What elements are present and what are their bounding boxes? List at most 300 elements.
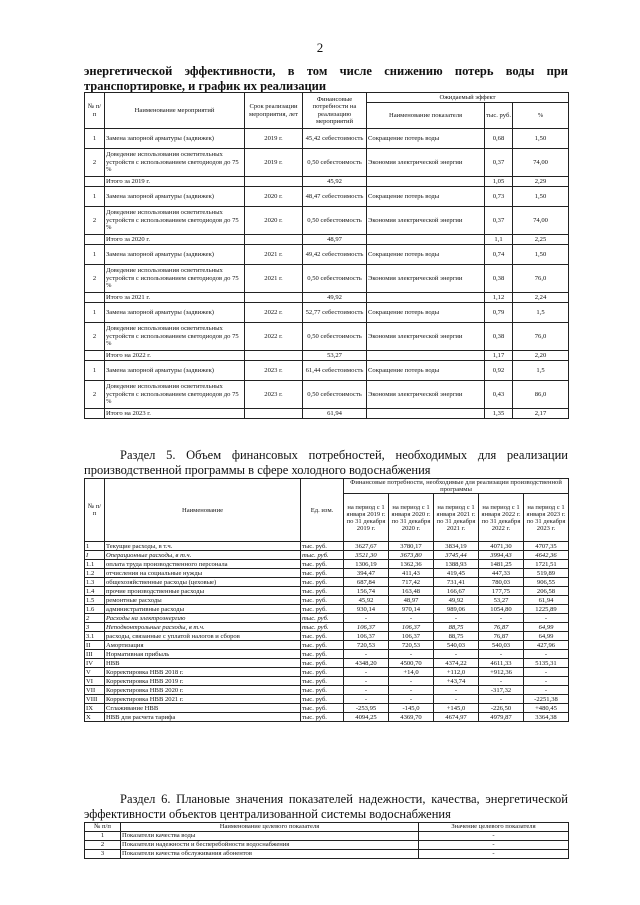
measures-table (84, 92, 569, 419)
table-cell: тыс. руб. (301, 542, 344, 551)
header-num: № п/п (85, 823, 121, 832)
table-cell: Показатели надежности и бесперебойности водоснабжения (121, 841, 419, 850)
table-cell: тыс. руб. (301, 605, 344, 614)
table-cell: 447,33 (479, 569, 524, 578)
table-cell: Итого на 2023 г. (105, 409, 245, 419)
table-cell: Доведение использования осветительных устройств с использованием светодиодов до 75 % (105, 149, 245, 177)
table-cell: - (344, 614, 389, 623)
table-cell: - (524, 677, 569, 686)
table-row (85, 560, 569, 569)
total-row (85, 351, 569, 361)
table-cell: 48,97 (389, 596, 434, 605)
table-cell: 2020 г. (245, 187, 303, 207)
table-cell: Доведение использования осветительных устройств с использованием светодиодов до 75 % (105, 207, 245, 235)
table-cell: прочие производственные расходы (105, 587, 301, 596)
table-cell: - (389, 695, 434, 704)
table-cell (245, 409, 303, 419)
header-group: Финансовые потребности, необходимые для реализации производственной программы (344, 479, 569, 494)
table-cell: - (389, 686, 434, 695)
table-cell: 0,79 (485, 303, 513, 323)
table-cell: 1054,80 (479, 605, 524, 614)
table-cell: - (434, 614, 479, 623)
table-cell: Замена запорной арматуры (задвижек) (105, 129, 245, 149)
table-cell: Корректировка НВВ 2018 г. (105, 668, 301, 677)
table-cell: Итого за 2019 г. (105, 177, 245, 187)
table-cell: Итого за 2020 г. (105, 235, 245, 245)
table-cell (85, 409, 105, 419)
table-cell: 1 (85, 187, 105, 207)
table-cell (245, 177, 303, 187)
table-cell: 717,42 (389, 578, 434, 587)
table-cell: - (419, 850, 569, 859)
table-row (85, 832, 569, 841)
table-cell: 0,43 (485, 381, 513, 409)
table-cell (85, 293, 105, 303)
table-cell: - (389, 677, 434, 686)
table-row (85, 677, 569, 686)
section-5-line-2: производственной программы в сфере холодного водоснабжения (84, 463, 431, 477)
table-cell: 5135,31 (524, 659, 569, 668)
table-cell (85, 235, 105, 245)
table-cell: Замена запорной арматуры (задвижек) (105, 245, 245, 265)
table-cell: 45,92 (303, 177, 367, 187)
table-cell: 3994,43 (479, 551, 524, 560)
table-cell: 4094,25 (344, 713, 389, 722)
table-cell: тыс. руб. (301, 560, 344, 569)
table-cell: 1 (85, 542, 105, 551)
table-cell: 49,92 (434, 596, 479, 605)
table-cell: 1 (85, 361, 105, 381)
header-indicator: Наименование показателя (367, 103, 485, 129)
table-cell: 970,14 (389, 605, 434, 614)
table-cell: 731,41 (434, 578, 479, 587)
table-cell: 687,84 (344, 578, 389, 587)
table-cell: Сглаживание НВВ (105, 704, 301, 713)
header-period: на период с 1 января 2020 г. по 31 декабря 2020 г. (389, 494, 434, 542)
table-cell: 4374,22 (434, 659, 479, 668)
table-cell: 720,53 (344, 641, 389, 650)
table-cell: Итого на 2022 г. (105, 351, 245, 361)
header-period: на период с 1 января 2021 г. по 31 декабря 2021 г. (434, 494, 479, 542)
table-cell (85, 177, 105, 187)
table-cell: 3364,38 (524, 713, 569, 722)
table-cell: Неподконтрольные расходы, в т.ч. (105, 623, 301, 632)
table-cell: 88,75 (434, 623, 479, 632)
table-row (85, 605, 569, 614)
table-cell: 74,00 (513, 207, 569, 235)
table-row (85, 596, 569, 605)
header-term: Срок реализации мероприятия, лет (245, 93, 303, 129)
table-cell: - (344, 668, 389, 677)
table-cell: 720,53 (389, 641, 434, 650)
table-cell: -317,32 (479, 686, 524, 695)
table-cell: тыс. руб. (301, 569, 344, 578)
table-cell: - (524, 686, 569, 695)
table-cell: - (479, 695, 524, 704)
table-row (85, 578, 569, 587)
table-cell: Показатели качества обслуживания абонентов (121, 850, 419, 859)
table-cell: НВВ (105, 659, 301, 668)
table-row (85, 668, 569, 677)
table-cell: 3780,17 (389, 542, 434, 551)
table-cell: 1.4 (85, 587, 105, 596)
table-cell: +480,45 (524, 704, 569, 713)
table-cell: 1362,36 (389, 560, 434, 569)
table-row (85, 129, 569, 149)
table-cell: 2023 г. (245, 381, 303, 409)
table-cell: тыс. руб. (301, 587, 344, 596)
table-cell: 61,94 (303, 409, 367, 419)
table-cell: IX (85, 704, 105, 713)
table-cell: Сокращение потерь воды (367, 361, 485, 381)
table-cell: 1.1 (85, 560, 105, 569)
table-cell: 49,42 себестоимость (303, 245, 367, 265)
table-cell: 76,0 (513, 323, 569, 351)
table-cell: Операционные расходы, в т.ч. (105, 551, 301, 560)
table-cell: - (524, 614, 569, 623)
table-cell: тыс. руб. (301, 596, 344, 605)
table-cell: 4071,30 (479, 542, 524, 551)
table-cell (367, 351, 485, 361)
table-cell: тыс. руб. (301, 659, 344, 668)
table-cell: Замена запорной арматуры (задвижек) (105, 303, 245, 323)
table-cell: 74,00 (513, 149, 569, 177)
table-cell: 1,50 (513, 187, 569, 207)
table-cell: 86,0 (513, 381, 569, 409)
table-cell: Расходы на электроэнергию (105, 614, 301, 623)
table-cell: - (389, 650, 434, 659)
table-row (85, 551, 569, 560)
table-cell: -226,50 (479, 704, 524, 713)
table-cell: НВВ для расчета тарифа (105, 713, 301, 722)
table-cell: 4369,70 (389, 713, 434, 722)
table-row (85, 361, 569, 381)
header-effect: Ожидаемый эффект (367, 93, 569, 103)
table-cell: Нормативная прибыль (105, 650, 301, 659)
table-cell: 1,1 (485, 235, 513, 245)
table-cell: 4611,33 (479, 659, 524, 668)
table-cell: 0,50 себестоимость (303, 207, 367, 235)
table-cell (367, 293, 485, 303)
table-cell: - (389, 614, 434, 623)
table-cell: 0,50 себестоимость (303, 149, 367, 177)
table-cell: 2 (85, 265, 105, 293)
table-cell: +145,0 (434, 704, 479, 713)
table-cell: тыс. руб. (301, 650, 344, 659)
table-cell: 2,20 (513, 351, 569, 361)
table-cell: 2 (85, 614, 105, 623)
table-cell: 540,03 (434, 641, 479, 650)
header-name: Наименование целевого показателя (121, 823, 419, 832)
table-cell: Итого за 2021 г. (105, 293, 245, 303)
table-cell: - (434, 650, 479, 659)
table-cell: 1,5 (513, 361, 569, 381)
table-cell: 61,44 себестоимость (303, 361, 367, 381)
table-cell: -2251,38 (524, 695, 569, 704)
table-cell: 1 (85, 129, 105, 149)
table-cell: тыс. руб. (301, 632, 344, 641)
table-row (85, 659, 569, 668)
table-cell: 1.5 (85, 596, 105, 605)
table-row (85, 542, 569, 551)
table-cell: 2,25 (513, 235, 569, 245)
table-cell (245, 351, 303, 361)
table-cell (245, 235, 303, 245)
table-cell: 3745,44 (434, 551, 479, 560)
table-cell: 2019 г. (245, 149, 303, 177)
table-cell: 88,75 (434, 632, 479, 641)
table-cell: 64,99 (524, 632, 569, 641)
table-cell: 0,50 себестоимость (303, 381, 367, 409)
table-cell: 2022 г. (245, 303, 303, 323)
table-row (85, 632, 569, 641)
table-cell: Сокращение потерь воды (367, 245, 485, 265)
table-cell: 1,50 (513, 245, 569, 265)
table-cell: 1388,93 (434, 560, 479, 569)
total-row (85, 293, 569, 303)
table-cell: 3627,67 (344, 542, 389, 551)
table-row (85, 265, 569, 293)
table-row (85, 623, 569, 632)
table-cell: +112,0 (434, 668, 479, 677)
table-cell: Экономия электрической энергии (367, 149, 485, 177)
total-row (85, 177, 569, 187)
table-cell: Амортизация (105, 641, 301, 650)
table-row (85, 686, 569, 695)
table-cell: 106,37 (389, 632, 434, 641)
table-cell: - (479, 650, 524, 659)
table-cell: 2019 г. (245, 129, 303, 149)
table-cell: 1.3 (85, 578, 105, 587)
table-cell: тыс. руб. (301, 677, 344, 686)
table-cell: ремонтные расходы (105, 596, 301, 605)
table-cell: - (524, 650, 569, 659)
table-cell: Сокращение потерь воды (367, 129, 485, 149)
table-cell: 49,92 (303, 293, 367, 303)
table-cell: Экономия электрической энергии (367, 265, 485, 293)
table-cell: 1 (85, 832, 121, 841)
section-5-heading (84, 448, 568, 478)
table-cell: 0,50 себестоимость (303, 265, 367, 293)
table-cell: расходы, связанные с уплатой налогов и сборов (105, 632, 301, 641)
table-cell: 3834,19 (434, 542, 479, 551)
table-cell: 2023 г. (245, 361, 303, 381)
table-cell: 53,27 (303, 351, 367, 361)
table-cell: 2 (85, 323, 105, 351)
table-cell: 3521,30 (344, 551, 389, 560)
table-row (85, 323, 569, 351)
table-row (85, 841, 569, 850)
table-cell: Корректировка НВВ 2020 г. (105, 686, 301, 695)
table-cell: - (479, 614, 524, 623)
table-cell: тыс. руб. (301, 713, 344, 722)
table-cell: 394,47 (344, 569, 389, 578)
table-cell: тыс. руб. (301, 623, 344, 632)
table-cell: 989,06 (434, 605, 479, 614)
table-cell: 163,48 (389, 587, 434, 596)
table-row (85, 614, 569, 623)
table-cell: 106,37 (389, 623, 434, 632)
table-cell: 0,74 (485, 245, 513, 265)
table-cell: - (434, 686, 479, 695)
table-cell: -253,95 (344, 704, 389, 713)
table-cell: Экономия электрической энергии (367, 381, 485, 409)
table-cell: 4674,97 (434, 713, 479, 722)
table-cell (367, 177, 485, 187)
table-cell: 45,92 (344, 596, 389, 605)
table-cell: тыс. руб. (301, 704, 344, 713)
table-cell: 1,5 (513, 303, 569, 323)
table-cell: 1,05 (485, 177, 513, 187)
table-cell: V (85, 668, 105, 677)
table-cell: Доведение использования осветительных устройств с использованием светодиодов до 75 % (105, 381, 245, 409)
total-row (85, 235, 569, 245)
header-finance: Финансовые потребности на реализацию мероприятий (303, 93, 367, 129)
table-cell: 48,97 (303, 235, 367, 245)
table-cell: - (344, 695, 389, 704)
section-5-line-1: Раздел 5. Объем финансовых потребностей, необходимых для реализации (120, 448, 568, 462)
table-cell: 411,43 (389, 569, 434, 578)
table-cell: 540,03 (479, 641, 524, 650)
table-cell: 2021 г. (245, 245, 303, 265)
table-cell: - (479, 677, 524, 686)
table-cell: 1,50 (513, 129, 569, 149)
table-cell: 1,35 (485, 409, 513, 419)
table-row (85, 704, 569, 713)
table-cell: 64,99 (524, 623, 569, 632)
table-cell: +14,0 (389, 668, 434, 677)
table-cell: Текущие расходы, в т.ч. (105, 542, 301, 551)
table-cell: 3.1 (85, 632, 105, 641)
table-cell: 156,74 (344, 587, 389, 596)
table-cell: 2,17 (513, 409, 569, 419)
table-cell: X (85, 713, 105, 722)
header-unit: тыс. руб. (485, 103, 513, 129)
header-period: на период с 1 января 2019 г. по 31 декабря 2019 г. (344, 494, 389, 542)
table-cell: Экономия электрической энергии (367, 323, 485, 351)
table-cell: Корректировка НВВ 2021 г. (105, 695, 301, 704)
table-cell: 1225,89 (524, 605, 569, 614)
table-cell: - (419, 832, 569, 841)
table-cell: оплата труда производственного персонала (105, 560, 301, 569)
page-number: 2 (316, 40, 324, 55)
table-cell: 2 (85, 381, 105, 409)
table-cell: 0,92 (485, 361, 513, 381)
table-cell: 4979,87 (479, 713, 524, 722)
table-cell: - (419, 841, 569, 850)
table-cell: 0,37 (485, 149, 513, 177)
table-cell: 3 (85, 623, 105, 632)
table-cell: 3673,80 (389, 551, 434, 560)
table-cell: 177,75 (479, 587, 524, 596)
table-cell: 906,55 (524, 578, 569, 587)
table-cell: Доведение использования осветительных устройств с использованием светодиодов до 75 % (105, 323, 245, 351)
table-cell: +43,74 (434, 677, 479, 686)
table-cell: 1,12 (485, 293, 513, 303)
table-cell: - (344, 686, 389, 695)
finance-table (84, 478, 569, 722)
table-cell: VII (85, 686, 105, 695)
table-cell: 4348,20 (344, 659, 389, 668)
table-cell: 0,38 (485, 323, 513, 351)
table-row (85, 641, 569, 650)
table-row (85, 245, 569, 265)
table-row (85, 850, 569, 859)
table-cell: I (85, 551, 105, 560)
table-row (85, 187, 569, 207)
table-row (85, 713, 569, 722)
table-cell: 0,37 (485, 207, 513, 235)
table-row (85, 695, 569, 704)
table-cell: - (434, 695, 479, 704)
table-cell: 1.6 (85, 605, 105, 614)
header-value: Значение целевого показателя (419, 823, 569, 832)
table-cell: 1 (85, 303, 105, 323)
table-cell (245, 293, 303, 303)
table-cell: Замена запорной арматуры (задвижек) (105, 361, 245, 381)
table-cell: 52,77 себестоимость (303, 303, 367, 323)
table-cell: 427,96 (524, 641, 569, 650)
table-cell: 2,24 (513, 293, 569, 303)
table-cell: 1 (85, 245, 105, 265)
table-cell: 2 (85, 207, 105, 235)
table-cell: Замена запорной арматуры (задвижек) (105, 187, 245, 207)
table-cell: отчисления на социальные нужды (105, 569, 301, 578)
indicators-table (84, 822, 569, 859)
table-row (85, 587, 569, 596)
intro-line-2: транспортировке, и график их реализации (84, 79, 327, 93)
table-cell: 0,38 (485, 265, 513, 293)
table-cell: 1,17 (485, 351, 513, 361)
table-cell: 0,50 себестоимость (303, 323, 367, 351)
table-cell: Доведение использования осветительных устройств с использованием светодиодов до 75 % (105, 265, 245, 293)
table-cell: 2,29 (513, 177, 569, 187)
table-cell: 4642,36 (524, 551, 569, 560)
table-cell: 76,87 (479, 632, 524, 641)
table-cell: тыс. руб. (301, 614, 344, 623)
table-cell: тыс. руб. (301, 686, 344, 695)
table-cell (367, 409, 485, 419)
section-6-heading (84, 792, 568, 822)
table-cell: 4707,35 (524, 542, 569, 551)
table-cell: 519,89 (524, 569, 569, 578)
table-cell: 1306,19 (344, 560, 389, 569)
table-row (85, 569, 569, 578)
table-cell: VIII (85, 695, 105, 704)
table-cell: 2021 г. (245, 265, 303, 293)
table-cell: 106,37 (344, 632, 389, 641)
table-cell: - (524, 668, 569, 677)
table-cell: 53,27 (479, 596, 524, 605)
table-cell: 48,47 себестоимость (303, 187, 367, 207)
table-cell: VI (85, 677, 105, 686)
table-cell: - (344, 677, 389, 686)
section-6-line-1: Раздел 6. Плановые значения показателей надежности, качества, энергетической (120, 792, 568, 806)
header-period: на период с 1 января 2023 г. по 31 декабря 2023 г. (524, 494, 569, 542)
table-cell: Корректировка НВВ 2019 г. (105, 677, 301, 686)
header-name: Наименование мероприятий (105, 93, 245, 129)
intro-line-1: энергетической эффективности, в том числе снижению потерь воды при (84, 64, 568, 78)
table-cell: 2 (85, 149, 105, 177)
intro-text (84, 64, 568, 94)
table-cell: 0,73 (485, 187, 513, 207)
section-6-line-2: эффективности объектов централизованной системы водоснабжения (84, 807, 451, 821)
table-row (85, 207, 569, 235)
table-row (85, 303, 569, 323)
table-cell: 106,37 (344, 623, 389, 632)
header-unit: Ед. изм. (301, 479, 344, 542)
table-cell: административные расходы (105, 605, 301, 614)
